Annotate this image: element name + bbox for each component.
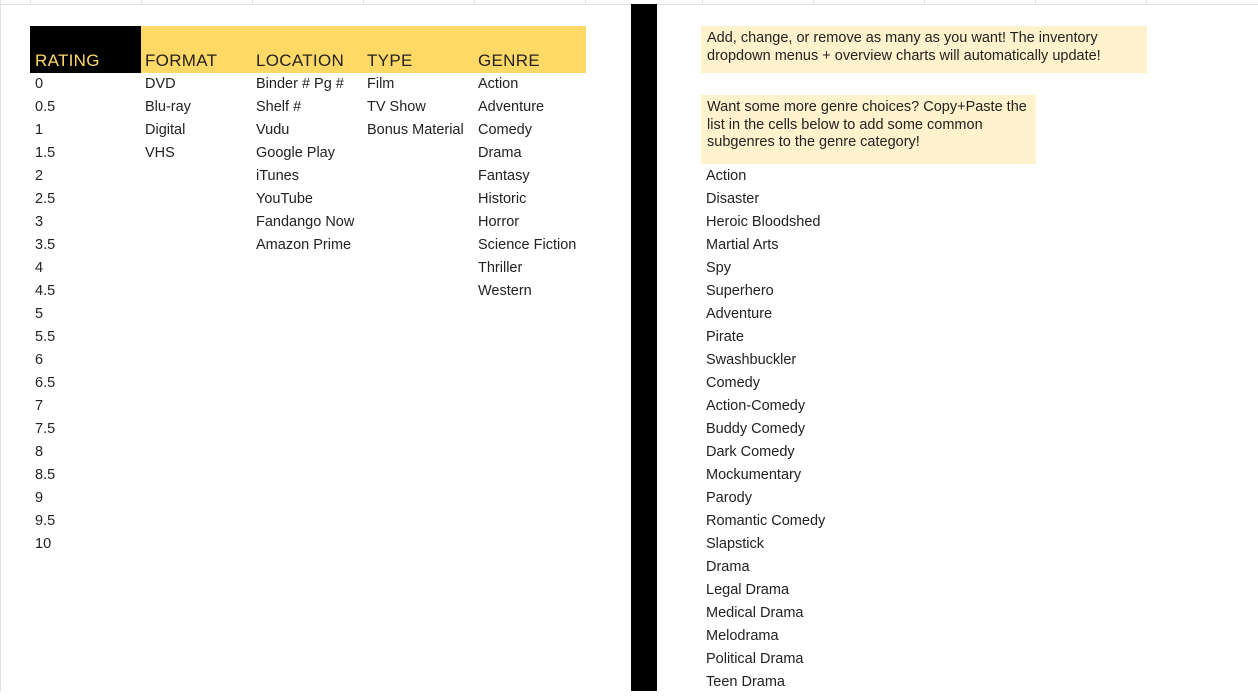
sheet-left-border [0, 0, 1, 691]
subgenre-cell[interactable]: Spy [706, 260, 731, 276]
column-gridline [585, 0, 586, 5]
location-cell[interactable]: Google Play [256, 145, 335, 161]
genre-cell[interactable]: Adventure [478, 99, 545, 115]
instructions-note-line: Add, change, or remove as many as you want! The inventory [707, 30, 1098, 46]
type-column [367, 76, 464, 145]
column-gridline [30, 0, 31, 5]
rating-cell[interactable]: 2.5 [35, 191, 56, 207]
subgenre-cell[interactable]: Action [706, 168, 747, 184]
subgenre-cell[interactable]: Medical Drama [706, 605, 804, 621]
rating-cell[interactable]: 2 [35, 168, 44, 184]
sheet-top-border [0, 4, 1258, 5]
genre-cell[interactable]: Horror [478, 214, 520, 230]
location-cell[interactable]: iTunes [256, 168, 299, 184]
location-column [256, 76, 354, 260]
location-cell[interactable]: Amazon Prime [256, 237, 352, 253]
location-header[interactable]: LOCATION [256, 51, 345, 70]
column-gridline [363, 0, 364, 5]
column-gridline [1035, 0, 1036, 5]
format-cell[interactable]: DVD [145, 76, 176, 92]
subgenre-cell[interactable]: Buddy Comedy [706, 421, 806, 437]
rating-cell[interactable]: 7.5 [35, 421, 56, 437]
rating-cell[interactable]: 0.5 [35, 99, 56, 115]
rating-cell[interactable]: 4.5 [35, 283, 56, 299]
location-cell[interactable]: YouTube [256, 191, 313, 207]
genre-header[interactable]: GENRE [478, 51, 540, 70]
rating-cell[interactable]: 0 [35, 76, 44, 92]
rating-cell[interactable]: 6 [35, 352, 44, 368]
subgenre-cell[interactable]: Pirate [706, 329, 744, 345]
type-cell[interactable]: TV Show [367, 99, 426, 115]
column-gridline [813, 0, 814, 5]
subgenre-cell[interactable]: Teen Drama [706, 674, 785, 690]
subgenre-cell[interactable]: Political Drama [706, 651, 804, 667]
genre-cell[interactable]: Action [478, 76, 519, 92]
subgenre-cell[interactable]: Action-Comedy [706, 398, 806, 414]
type-header[interactable]: TYPE [367, 51, 413, 70]
subgenre-column [706, 168, 825, 697]
genre-cell[interactable]: Science Fiction [478, 237, 577, 253]
location-cell[interactable]: Fandango Now [256, 214, 355, 230]
instructions-note-line: dropdown menus + overview charts will automatically update! [707, 47, 1101, 64]
genre-cell[interactable]: Comedy [478, 122, 532, 138]
rating-cell[interactable]: 9 [35, 490, 44, 506]
rating-cell[interactable]: 3 [35, 214, 44, 230]
genre-tip-note-line: subgenres to the genre category! [707, 134, 920, 150]
rating-cell[interactable]: 6.5 [35, 375, 56, 391]
rating-cell[interactable]: 8 [35, 444, 44, 460]
subgenre-cell[interactable]: Disaster [706, 191, 760, 207]
location-cell[interactable]: Vudu [256, 122, 290, 138]
rating-column [35, 76, 55, 559]
column-gridline [1146, 0, 1147, 5]
column-gridline [474, 0, 475, 5]
subgenre-cell[interactable]: Drama [706, 559, 750, 575]
column-gridline [924, 0, 925, 5]
subgenre-cell[interactable]: Parody [706, 490, 752, 506]
subgenre-cell[interactable]: Legal Drama [706, 582, 790, 598]
subgenre-cell[interactable]: Melodrama [706, 628, 779, 644]
format-cell[interactable]: Blu-ray [145, 99, 191, 115]
rating-cell[interactable]: 1 [35, 122, 44, 138]
rating-cell[interactable]: 1.5 [35, 145, 56, 161]
subgenre-cell[interactable]: Superhero [706, 283, 774, 299]
rating-cell[interactable]: 5.5 [35, 329, 56, 345]
subgenre-cell[interactable]: Dark Comedy [706, 444, 795, 460]
rating-cell[interactable]: 7 [35, 398, 44, 414]
rating-cell[interactable]: 3.5 [35, 237, 56, 253]
genre-cell[interactable]: Historic [478, 191, 527, 207]
column-gridline [252, 0, 253, 5]
subgenre-cell[interactable]: Swashbuckler [706, 352, 797, 368]
genre-cell[interactable]: Drama [478, 145, 522, 161]
instructions-note[interactable] [701, 26, 1147, 73]
sheet-divider-column [631, 4, 657, 691]
genre-tip-note[interactable] [701, 95, 1036, 164]
column-gridline [141, 0, 142, 5]
column-gridline [702, 0, 703, 5]
genre-cell[interactable]: Fantasy [478, 168, 530, 184]
type-cell[interactable]: Film [367, 76, 395, 92]
genre-tip-note-line: Want some more genre choices? Copy+Paste the [707, 99, 1027, 115]
format-cell[interactable]: VHS [145, 145, 175, 161]
location-cell[interactable]: Shelf # [256, 99, 302, 115]
rating-cell[interactable]: 4 [35, 260, 44, 276]
subgenre-cell[interactable]: Comedy [706, 375, 760, 391]
genre-cell[interactable]: Thriller [478, 260, 523, 276]
subgenre-cell[interactable]: Martial Arts [706, 237, 779, 253]
rating-cell[interactable]: 10 [35, 536, 52, 552]
type-cell[interactable]: Bonus Material [367, 122, 464, 138]
format-cell[interactable]: Digital [145, 122, 186, 138]
rating-cell[interactable]: 8.5 [35, 467, 56, 483]
genre-tip-note-line: list in the cells below to add some common [707, 116, 983, 133]
subgenre-cell[interactable]: Romantic Comedy [706, 513, 826, 529]
subgenre-cell[interactable]: Heroic Bloodshed [706, 214, 821, 230]
location-cell[interactable]: Binder # Pg # [256, 76, 344, 92]
subgenre-cell[interactable]: Slapstick [706, 536, 765, 552]
rating-cell[interactable]: 9.5 [35, 513, 56, 529]
rating-header[interactable]: RATING [35, 51, 100, 70]
rating-cell[interactable]: 5 [35, 306, 44, 322]
genre-column [478, 76, 576, 306]
subgenre-cell[interactable]: Adventure [706, 306, 773, 322]
format-column [145, 76, 191, 168]
genre-cell[interactable]: Western [478, 283, 532, 299]
format-header[interactable]: FORMAT [145, 51, 218, 70]
subgenre-cell[interactable]: Mockumentary [706, 467, 802, 483]
